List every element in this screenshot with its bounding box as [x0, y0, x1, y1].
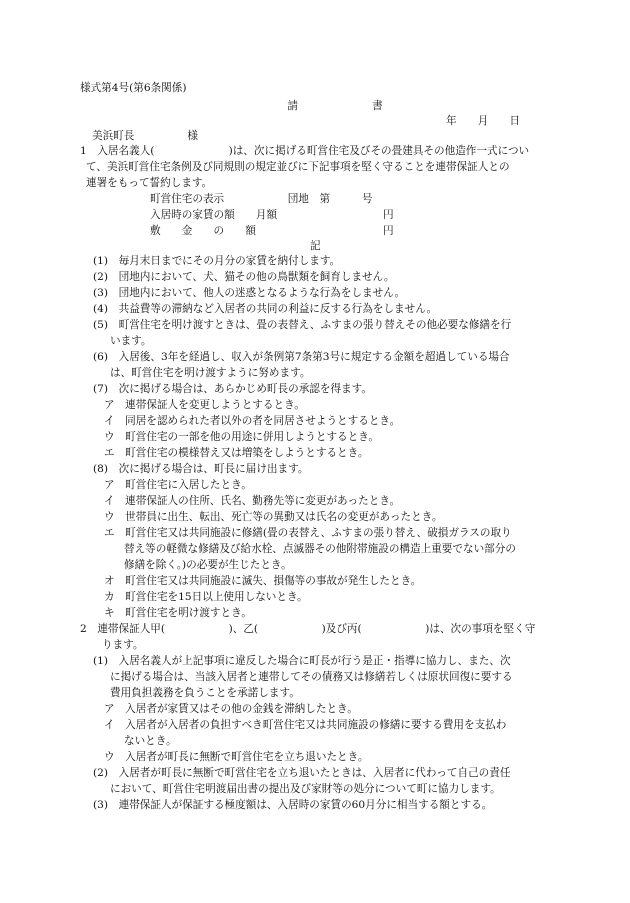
item-4: (4) 共益費等の滞納など入居者の共同の利益に反する行為をしません。 — [93, 303, 438, 315]
note-heading: 記 — [310, 240, 321, 252]
item-8-e-cont-2: 修繕を除く。)の必要が生じたとき。 — [124, 559, 292, 571]
item-8-a: ア 町営住宅に入居したとき。 — [104, 479, 252, 491]
section2-item-1-i: イ 入居者が入居者の負担すべき町営住宅又は共同施設の修繕に要する費用を支払わ — [104, 719, 507, 731]
section2-item-1-cont-1: に掲げる場合は、当該入居者と連帯してその債務又は修繕若しくは原状回復に要する — [110, 671, 513, 683]
property-deposit-line: 敷 金 の 額 円 — [150, 225, 394, 237]
property-rent-line: 入居時の家賃の額 月額 円 — [150, 209, 394, 221]
item-7-i: イ 同居を認められた者以外の者を同居させようとするとき。 — [104, 415, 401, 427]
item-6-cont: は、町営住宅を明け渡すように努めます。 — [110, 367, 311, 379]
item-2: (2) 団地内において、犬、猫その他の鳥獣類を飼育しません。 — [93, 271, 395, 283]
item-8: (8) 次に掲げる場合は、町長に届け出ます。 — [93, 463, 309, 475]
item-8-i: イ 連帯保証人の住所、氏名、勤務先等に変更があったとき。 — [104, 495, 401, 507]
item-7-e: エ 町営住宅の模様替え又は増築をしようとするとき。 — [104, 447, 369, 459]
item-3: (3) 団地内において、他人の迷惑となるような行為をしません。 — [93, 287, 406, 299]
section2-item-3: (3) 連帯保証人が保証する極度額は、入居時の家賃の60月分に相当する額とする。 — [93, 799, 493, 811]
date-line: 年 月 日 — [446, 115, 521, 127]
section2-item-1-cont-2: 費用負担義務を負うことを承諾します。 — [110, 687, 300, 699]
section2-item-2-cont: において、町営住宅明渡届出書の提出及び家財等の処分について町に協力します。 — [110, 783, 501, 795]
item-5: (5) 町営住宅を明け渡すときは、畳の表替え、ふすまの張り替えその他必要な修繕を行 — [93, 319, 512, 331]
section2-item-1: (1) 入居名義人が上記事項に違反した場合に町長が行う是正・指導に協力し、また、次 — [93, 655, 511, 667]
item-8-ki: キ 町営住宅を明け渡すとき。 — [104, 607, 252, 619]
section1-line-2: て、美浜町営住宅条例及び同規則の規定並びに下記事項を堅く守ることを連帯保証人との — [86, 161, 510, 173]
property-display-line: 町営住宅の表示 団地 第 号 — [150, 193, 373, 205]
item-8-e-cont-1: 替え等の軽微な修繕及び給水栓、点滅器その他附帯施設の構造上重要でない部分の — [124, 543, 516, 555]
section2-item-1-u: ウ 入居者が町長に無断で町営住宅を立ち退いたとき。 — [104, 751, 369, 763]
item-8-e: エ 町営住宅又は共同施設に修繕(畳の表替え、ふすまの張り替え、破損ガラスの取り — [104, 527, 512, 539]
item-8-o: オ 町営住宅又は共同施設に滅失、損傷等の事故が発生したとき。 — [104, 575, 422, 587]
item-6: (6) 入居後、3年を経過し、収入が条例第7条第3号に規定する金額を超過している場合 — [93, 351, 510, 363]
section2-item-2: (2) 入居者が町長に無断で町営住宅を立ち退いたときは、入居者に代わって自己の責任 — [93, 767, 511, 779]
section1-line-1: 1 入居名義人( )は、次に掲げる町営住宅及びその畳建具その他造作一式につい — [80, 145, 530, 157]
section2-item-1-i-cont: ないとき。 — [124, 735, 177, 747]
addressee: 美浜町長 様 — [92, 130, 198, 142]
item-5-cont: います。 — [110, 335, 152, 347]
item-7-a: ア 連帯保証人を変更しようとするとき。 — [104, 399, 305, 411]
form-number: 様式第4号(第6条関係) — [80, 82, 187, 94]
document-title: 請 書 — [287, 100, 383, 112]
item-1: (1) 毎月末日までにその月分の家賃を納付します。 — [93, 255, 341, 267]
item-7-u: ウ 町営住宅の一部を他の用途に併用しようとするとき。 — [104, 431, 380, 443]
item-8-ka: カ 町営住宅を15日以上使用しないとき。 — [104, 591, 308, 603]
section1-line-3: 連署をもって誓約します。 — [86, 177, 213, 189]
section2-item-1-a: ア 入居者が家賃又はその他の金銭を滞納したとき。 — [104, 703, 358, 715]
section2-line-2: ります。 — [102, 639, 144, 651]
section2-line-1: 2 連帯保証人甲( )、乙( )及び丙( )は、次の事項を堅く守 — [80, 623, 536, 635]
item-7: (7) 次に掲げる場合は、あらかじめ町長の承認を得ます。 — [93, 383, 372, 395]
item-8-u: ウ 世帯員に出生、転出、死亡等の異動又は氏名の変更があったとき。 — [104, 511, 443, 523]
